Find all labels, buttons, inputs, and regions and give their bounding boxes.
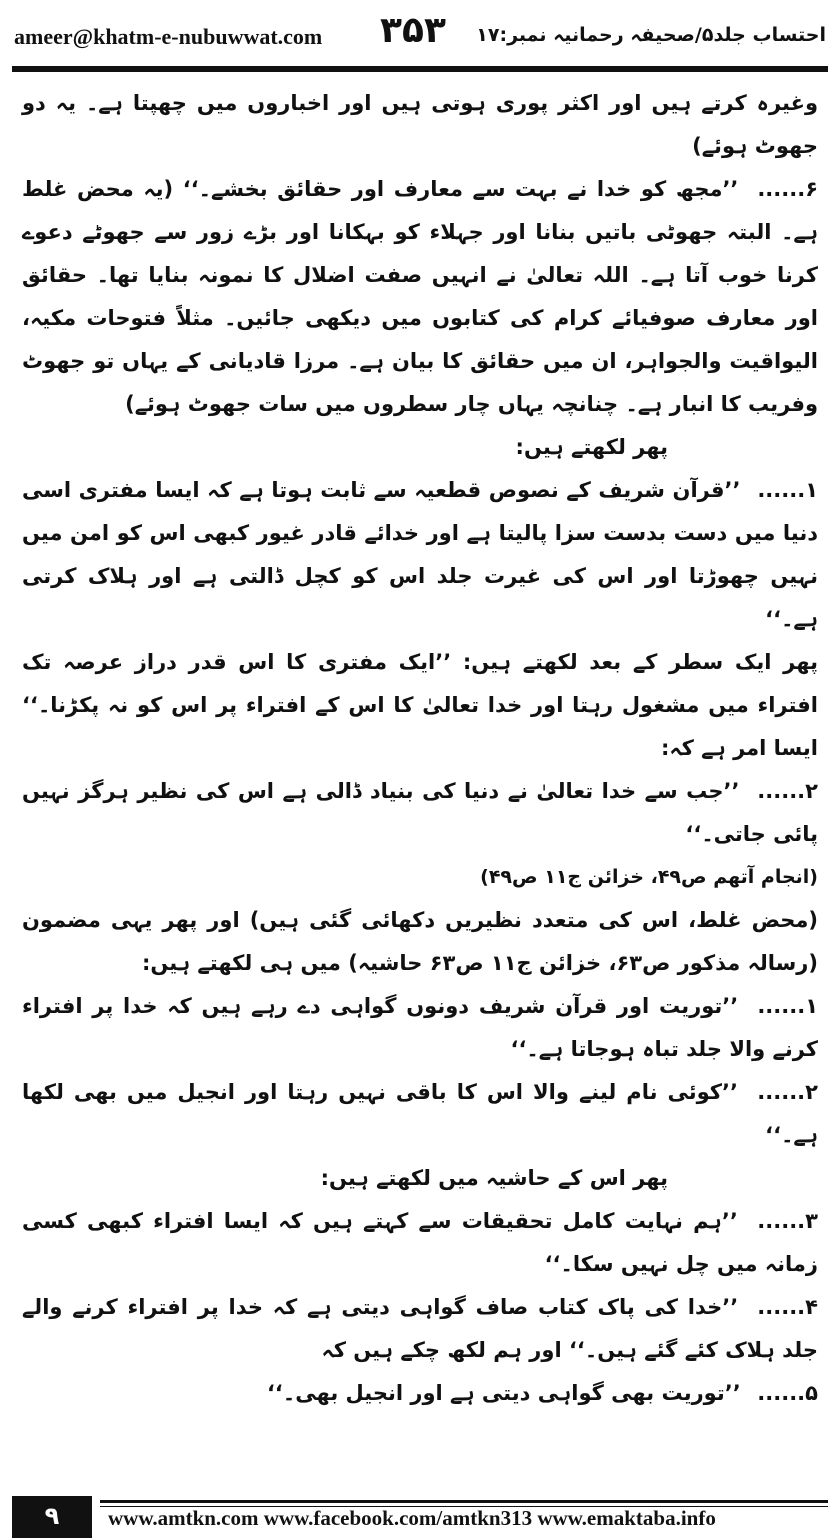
item-number: ۶...... xyxy=(757,177,819,201)
numbered-paragraph xyxy=(22,1200,818,1286)
paragraph-text: ’’توریت بھی گواہی دیتی ہے اور انجیل بھی۔‘‘ xyxy=(266,1381,741,1405)
paragraph-text: ’’ہم نہایت کامل تحقیقات سے کہتے ہیں کہ ایسا افتراء کبھی کسی زمانہ میں چل نہیں سکا۔‘‘ xyxy=(22,1209,818,1276)
citation: (انجام آتھم ص۴۹، خزائن ج۱۱ ص۴۹) xyxy=(480,866,818,888)
running-title: احتساب جلد۵/صحیفہ رحمانیہ نمبر:۱۷ xyxy=(476,24,826,46)
paragraph: (محض غلط، اس کی متعدد نظیریں دکھائی گئی ہیں) اور پھر یہی مضمون (رسالہ مذکور ص۶۳، خزائن ج۱۱ ص۶۳ حاشیہ) میں ہی لکھتے ہیں: xyxy=(22,908,818,975)
paragraph: وغیرہ کرتے ہیں اور اکثر پوری ہوتی ہیں اور اخباروں میں چھپتا ہے۔ یہ دو جھوٹ ہوئے) xyxy=(22,91,818,158)
footer-urls[interactable]: www.amtkn.com www.facebook.com/amtkn313 www.emaktaba.info xyxy=(108,1506,716,1530)
item-number: ۲...... xyxy=(757,779,818,803)
paragraph-text: ’’مجھ کو خدا نے بہت سے معارف اور حقائق بخشے۔‘‘ (یہ محض غلط ہے۔ البتہ جھوٹی باتیں بنانا اور جہلاء کو بہکانا اور بڑے زور سے جھوٹے دعوے کرنا خوب آتا ہے۔ اللہ تعالیٰ نے انہیں صفت اضلال کا نمونہ بنایا تھا۔ حقائق اور معارف صوفیائے کرام کی کتابوں میں دیکھی جائیں۔ مثلاً فتوحات مکیہ، الیواقیت والجواہر، ان میں حقائق کا بیان ہے۔ مرزا قادیانی کے یہاں تو جھوٹ وفریب کا انبار ہے۔ چنانچہ یہاں چار سطروں میں سات جھوٹ ہوئے) xyxy=(22,177,818,416)
paragraph-text: ’’خدا کی پاک کتاب صاف گواہی دیتی ہے کہ خدا پر افتراء کرنے والے جلد ہلاک کئے گئے ہیں۔‘‘ اور ہم لکھ چکے ہیں کہ xyxy=(22,1295,818,1362)
item-number: ۴...... xyxy=(757,1295,818,1319)
paragraph-heading: پھر لکھتے ہیں: xyxy=(515,435,668,459)
page-body xyxy=(22,82,818,1482)
item-number: ۳...... xyxy=(757,1209,818,1233)
numbered-paragraph xyxy=(22,985,818,1071)
numbered-paragraph xyxy=(22,1286,818,1372)
item-number: ۱...... xyxy=(757,994,819,1018)
page-header xyxy=(0,0,840,70)
paragraph-text: ’’توریت اور قرآن شریف دونوں گواہی دے رہے ہیں کہ خدا پر افتراء کرنے والا جلد تباہ ہوجاتا ہے۔‘‘ xyxy=(22,994,818,1061)
paragraph-heading: پھر اس کے حاشیہ میں لکھتے ہیں: xyxy=(320,1166,668,1190)
header-rule xyxy=(12,66,828,72)
page-number: ۳۵۳ xyxy=(380,10,446,51)
item-number: ۲...... xyxy=(757,1080,818,1104)
paragraph-text: ’’قرآن شریف کے نصوص قطعیہ سے ثابت ہوتا ہے کہ ایسا مفتری اسی دنیا میں دست بدست سزا پالیتا ہے اور خدائے قادر غیور کبھی اس کو امن میں نہیں چھوڑتا اور اس کی غیرت جلد اس کو کچل ڈالتی ہے اور ہلاک کرتی ہے۔‘‘ xyxy=(22,478,818,631)
paragraph-text: ’’کوئی نام لینے والا اس کا باقی نہیں رہتا اور انجیل میں بھی لکھا ہے۔‘‘ xyxy=(22,1080,818,1147)
header-email: ameer@khatm-e-nubuwwat.com xyxy=(14,24,323,49)
numbered-paragraph xyxy=(22,168,818,426)
paragraph: پھر ایک سطر کے بعد لکھتے ہیں: ’’ایک مفتری کا اس قدر دراز عرصہ تک افتراء میں مشغول رہتا اور خدا تعالیٰ کا اس کے افتراء پر اس کو نہ پکڑنا۔‘‘ ایسا امر ہے کہ: xyxy=(22,650,818,760)
item-number: ۵...... xyxy=(757,1381,818,1405)
item-number: ۱...... xyxy=(757,478,819,502)
page-footer xyxy=(0,1490,840,1540)
footer-page-badge: ۹ xyxy=(12,1496,92,1538)
numbered-paragraph xyxy=(22,469,818,641)
numbered-paragraph xyxy=(22,1372,818,1415)
numbered-paragraph xyxy=(22,1071,818,1157)
numbered-paragraph xyxy=(22,770,818,856)
paragraph-text: ’’جب سے خدا تعالیٰ نے دنیا کی بنیاد ڈالی ہے اس کی نظیر ہرگز نہیں پائی جاتی۔‘‘ xyxy=(22,779,818,846)
